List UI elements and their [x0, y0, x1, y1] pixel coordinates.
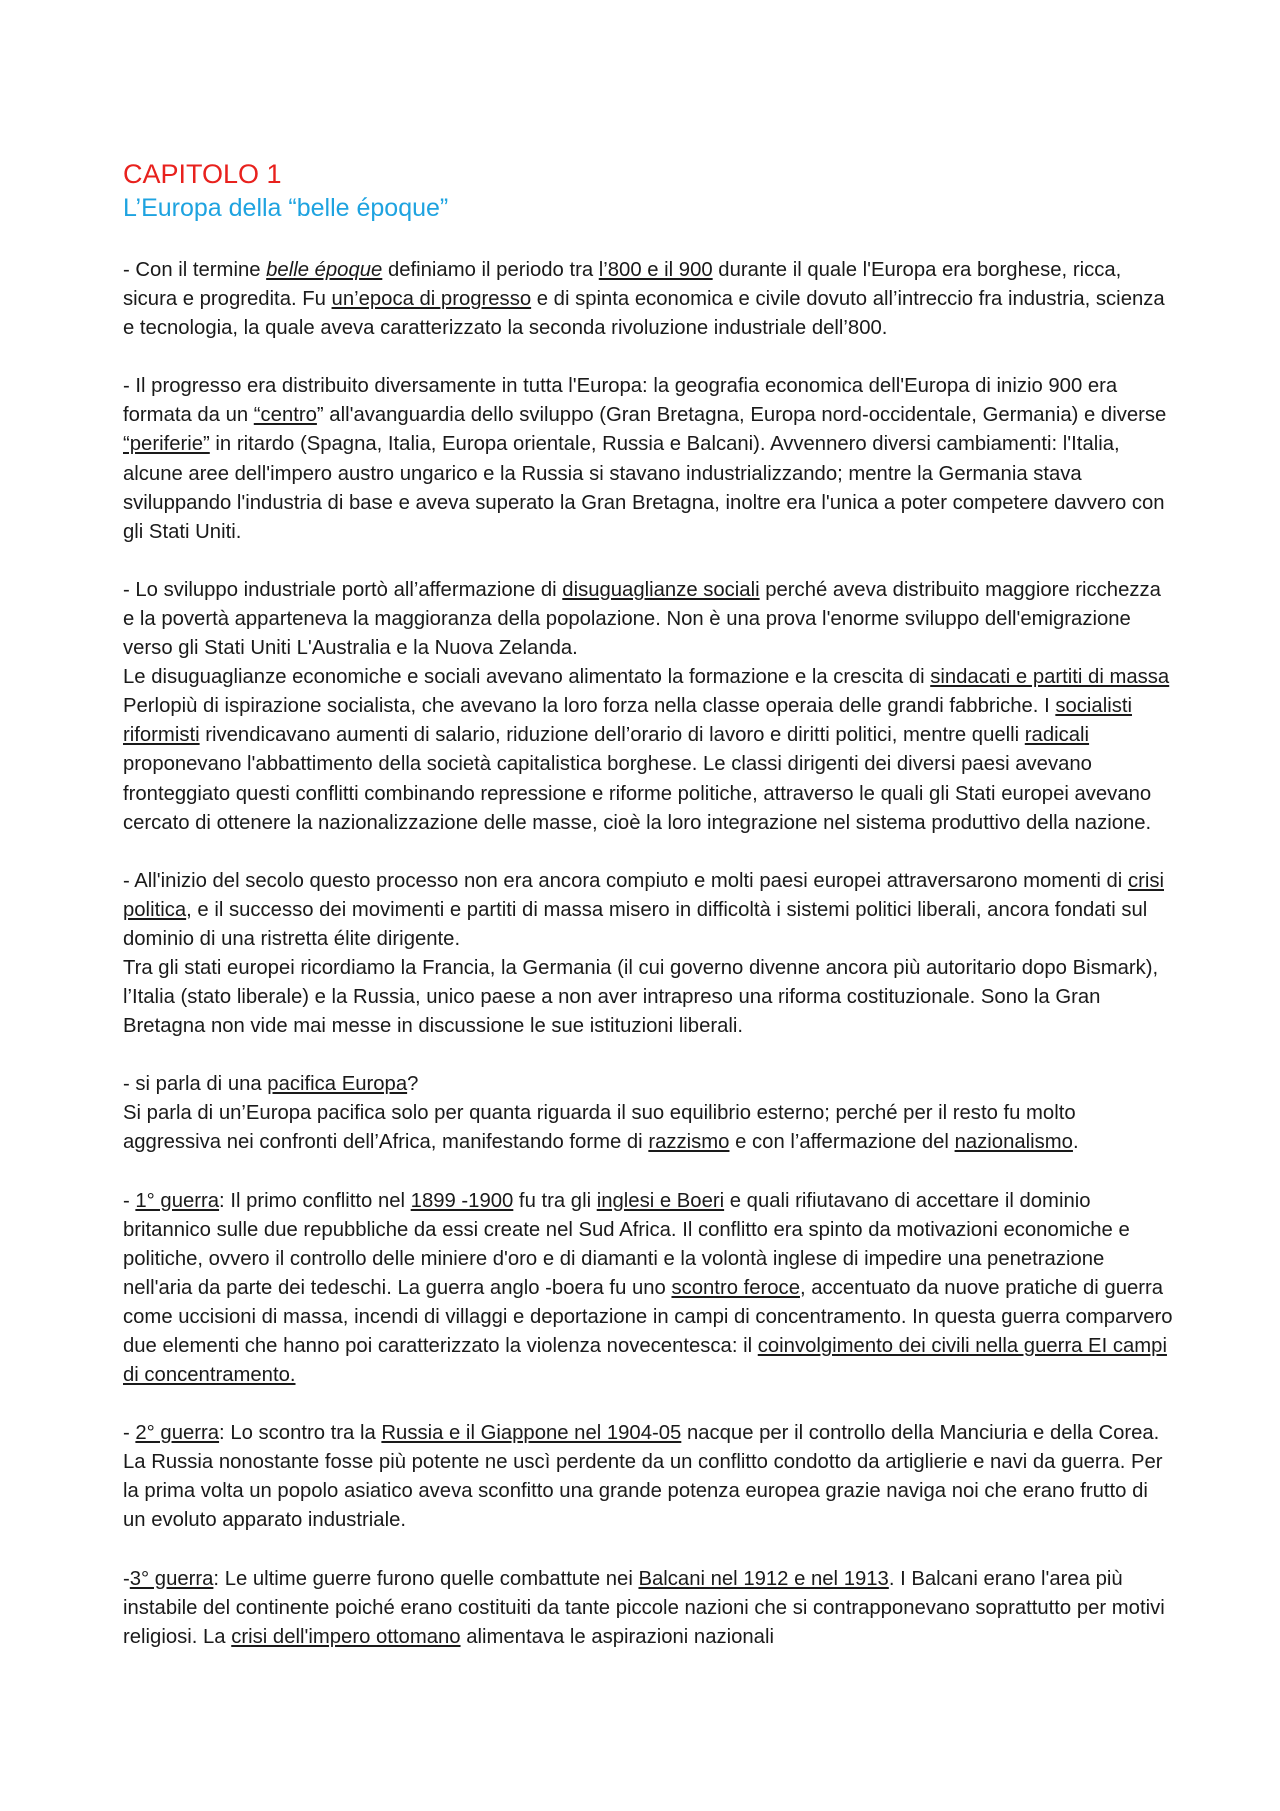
text-run: ” all'avanguardia dello sviluppo (Gran Bretagna, Europa nord-occidentale, Germania) e diverse	[316, 404, 1167, 427]
underlined-term: crisi politica	[123, 869, 1164, 921]
text-run: - Il progresso era distribuito diversamente in tutta l'Europa: la geografia economica dell'Europa di inizio 900 era formata da un	[123, 375, 1118, 427]
underlined-term: coinvolgimento dei civili nella guerra EI campi di concentramento.	[123, 1335, 1167, 1387]
paragraph-stati-europei	[123, 954, 1173, 1041]
text-run: , e il successo dei movimenti e partiti di massa misero in difficoltà i sistemi politici liberali, ancora fondati sul dominio di una ristretta élite dirigente.	[123, 898, 1148, 950]
underlined-term: 1899 -1900	[410, 1189, 514, 1212]
text-run: Tra gli stati europei ricordiamo la Francia, la Germania (il cui governo divenne ancora più autoritario dopo Bismark), l’Italia (stato liberale) e la Russia, unico paese a non aver intrapreso una riforma costituzionale. Sono la Gran Bretagna non vide mai messe in discussione le sue istituzioni liberali.	[123, 956, 1159, 1038]
text-run: e quali rifiutavano di accettare il dominio britannico sulle due repubbliche da essi create nel Sud Africa. Il conflitto era spinto da motivazioni economiche e politiche, ovvero il controllo delle miniere d'oro e di diamanti e la volontà inglese di impedire una penetrazione nell'aria da parte dei tedeschi. La guerra anglo -boera fu uno	[123, 1189, 1130, 1299]
underlined-term: belle époque	[266, 259, 383, 281]
paragraph-belle-epoque	[123, 256, 1173, 343]
paragraph-prima-guerra	[123, 1187, 1173, 1391]
text-run: ?	[407, 1073, 419, 1096]
text-run: . I Balcani erano l'area più instabile del continente poiché erano costituiti da tante piccole nazioni che si contrapponevano soprattutto per motivi religiosi. La	[123, 1567, 1165, 1648]
text-run: : Lo scontro tra la	[219, 1422, 382, 1445]
text-run: Si parla di un’Europa pacifica solo per quanta riguarda il suo equilibrio esterno; perché per il resto fu molto aggressiva nei confronti dell’Africa, manifestando forme di	[123, 1102, 1076, 1154]
underlined-term: l’800 e il 900	[598, 259, 713, 281]
text-run: alimentava le aspirazioni nazionali	[460, 1625, 774, 1648]
paragraph-progresso	[123, 372, 1173, 547]
paragraph-terza-guerra	[123, 1565, 1173, 1652]
underlined-term: radicali	[1024, 724, 1090, 747]
text-run: : Le ultime guerre furono quelle combattute nei	[213, 1567, 639, 1590]
underlined-term: nazionalismo	[954, 1131, 1073, 1154]
text-run: in ritardo (Spagna, Italia, Europa orientale, Russia e Balcani). Avvennero diversi cambiamenti: l'Italia, alcune aree dell'impero austro ungarico e la Russia si stavano industrializzando; mentre la Germania stava sviluppando l'industria di base e aveva superato la Gran Bretagna, inoltre era l'unica a poter competere davvero con gli Stati Uniti.	[123, 433, 1165, 543]
text-run: rivendicavano aumenti di salario, riduzione dell’orario di lavoro e diritti politici, mentre quelli	[199, 724, 1025, 747]
underlined-term: un’epoca di progresso	[331, 288, 532, 311]
text-run: , accentuato da nuove pratiche di guerra come uccisioni di massa, incendi di villaggi e deportazione in campi di concentramento. In questa guerra comparvero due elementi che hanno poi caratterizzato la violenza novecentesca: il	[123, 1276, 1173, 1357]
text-run: -	[123, 1189, 136, 1212]
text-run: -	[123, 1567, 130, 1590]
underlined-term: “centro	[253, 404, 317, 427]
underlined-term: Russia e il Giappone nel 1904-05	[381, 1422, 682, 1445]
text-run: durante il quale l'Europa era borghese, ricca, sicura e progredita. Fu	[123, 259, 1122, 311]
text-run: - Con il termine	[123, 259, 267, 281]
text-run: -	[123, 1422, 136, 1445]
paragraph-sviluppo-industriale	[123, 576, 1173, 663]
underlined-term: socialisti riformisti	[123, 695, 1132, 747]
underlined-term: pacifica Europa	[267, 1073, 408, 1096]
underlined-term: scontro feroce	[671, 1276, 800, 1299]
paragraph-pacifica-europa	[123, 1099, 1173, 1157]
paragraph-pacifica-europa-question	[123, 1070, 1173, 1099]
paragraph-disuguaglianze	[123, 663, 1173, 838]
text-run: e di spinta economica e civile dovuto all’intreccio fra industria, scienza e tecnologia, la quale aveva caratterizzato la seconda rivoluzione industriale dell’800.	[123, 288, 1165, 340]
text-run: - si parla di una	[123, 1073, 268, 1096]
underlined-term: disuguaglianze sociali	[562, 578, 760, 601]
underlined-term: sindacati e partiti di massa	[930, 666, 1170, 689]
paragraph-seconda-guerra	[123, 1419, 1173, 1535]
underlined-term: razzismo	[648, 1131, 730, 1154]
underlined-term: inglesi e Boeri	[596, 1189, 725, 1212]
text-run: .	[1072, 1131, 1079, 1154]
paragraph-crisi-politica	[123, 867, 1173, 954]
text-run: : Il primo conflitto nel	[219, 1189, 411, 1212]
text-run: definiamo il periodo tra	[382, 259, 599, 281]
text-run: Perlopiù di ispirazione socialista, che avevano la loro forza nella classe operaia delle grandi fabbriche. I	[123, 695, 1056, 718]
text-run: proponevano l'abbattimento della società capitalistica borghese. Le classi dirigenti dei diversi paesi avevano fronteggiato questi conflitti combinando repressione e riforme politiche, attraverso le quali gli Stati europei avevano cercato di ottenere la nazionalizzazione delle masse, cioè la loro integrazione nel sistema produttivo della nazione.	[123, 753, 1152, 834]
chapter-subtitle: L’Europa della “belle époque”	[123, 194, 449, 222]
underlined-term: 1° guerra	[135, 1189, 220, 1212]
text-run: perché aveva distribuito maggiore ricchezza e la povertà apparteneva la maggioranza della popolazione. Non è una prova l'enorme sviluppo dell'emigrazione verso gli Stati Uniti L'Australia e la Nuova Zelanda.	[123, 578, 1161, 660]
text-run: fu tra gli	[513, 1189, 597, 1212]
text-run: Le disuguaglianze economiche e sociali avevano alimentato la formazione e la crescita di	[123, 666, 931, 689]
underlined-term: 2° guerra	[135, 1422, 220, 1445]
underlined-term: crisi dell'impero ottomano	[231, 1625, 461, 1648]
text-run: nacque per il controllo della Manciuria e della Corea. La Russia nonostante fosse più potente ne uscì perdente da un conflitto condotto da artiglierie e navi da guerra. Per la prima volta un popolo asiatico aveva sconfitto una grande potenza europea grazie naviga noi che erano frutto di un evoluto apparato industriale.	[123, 1422, 1163, 1532]
text-run: - All'inizio del secolo questo processo non era ancora compiuto e molti paesi europei attraversarono momenti di	[123, 869, 1128, 892]
underlined-term: 3° guerra	[129, 1567, 214, 1590]
text-run: - Lo sviluppo industriale portò all’affermazione di	[123, 578, 563, 601]
text-run: e con l’affermazione del	[729, 1131, 955, 1154]
underlined-term: Balcani nel 1912 e nel 1913	[638, 1567, 889, 1590]
document-page	[123, 157, 1173, 1652]
chapter-heading: CAPITOLO 1	[123, 159, 282, 189]
underlined-term: “periferie”	[123, 433, 210, 456]
